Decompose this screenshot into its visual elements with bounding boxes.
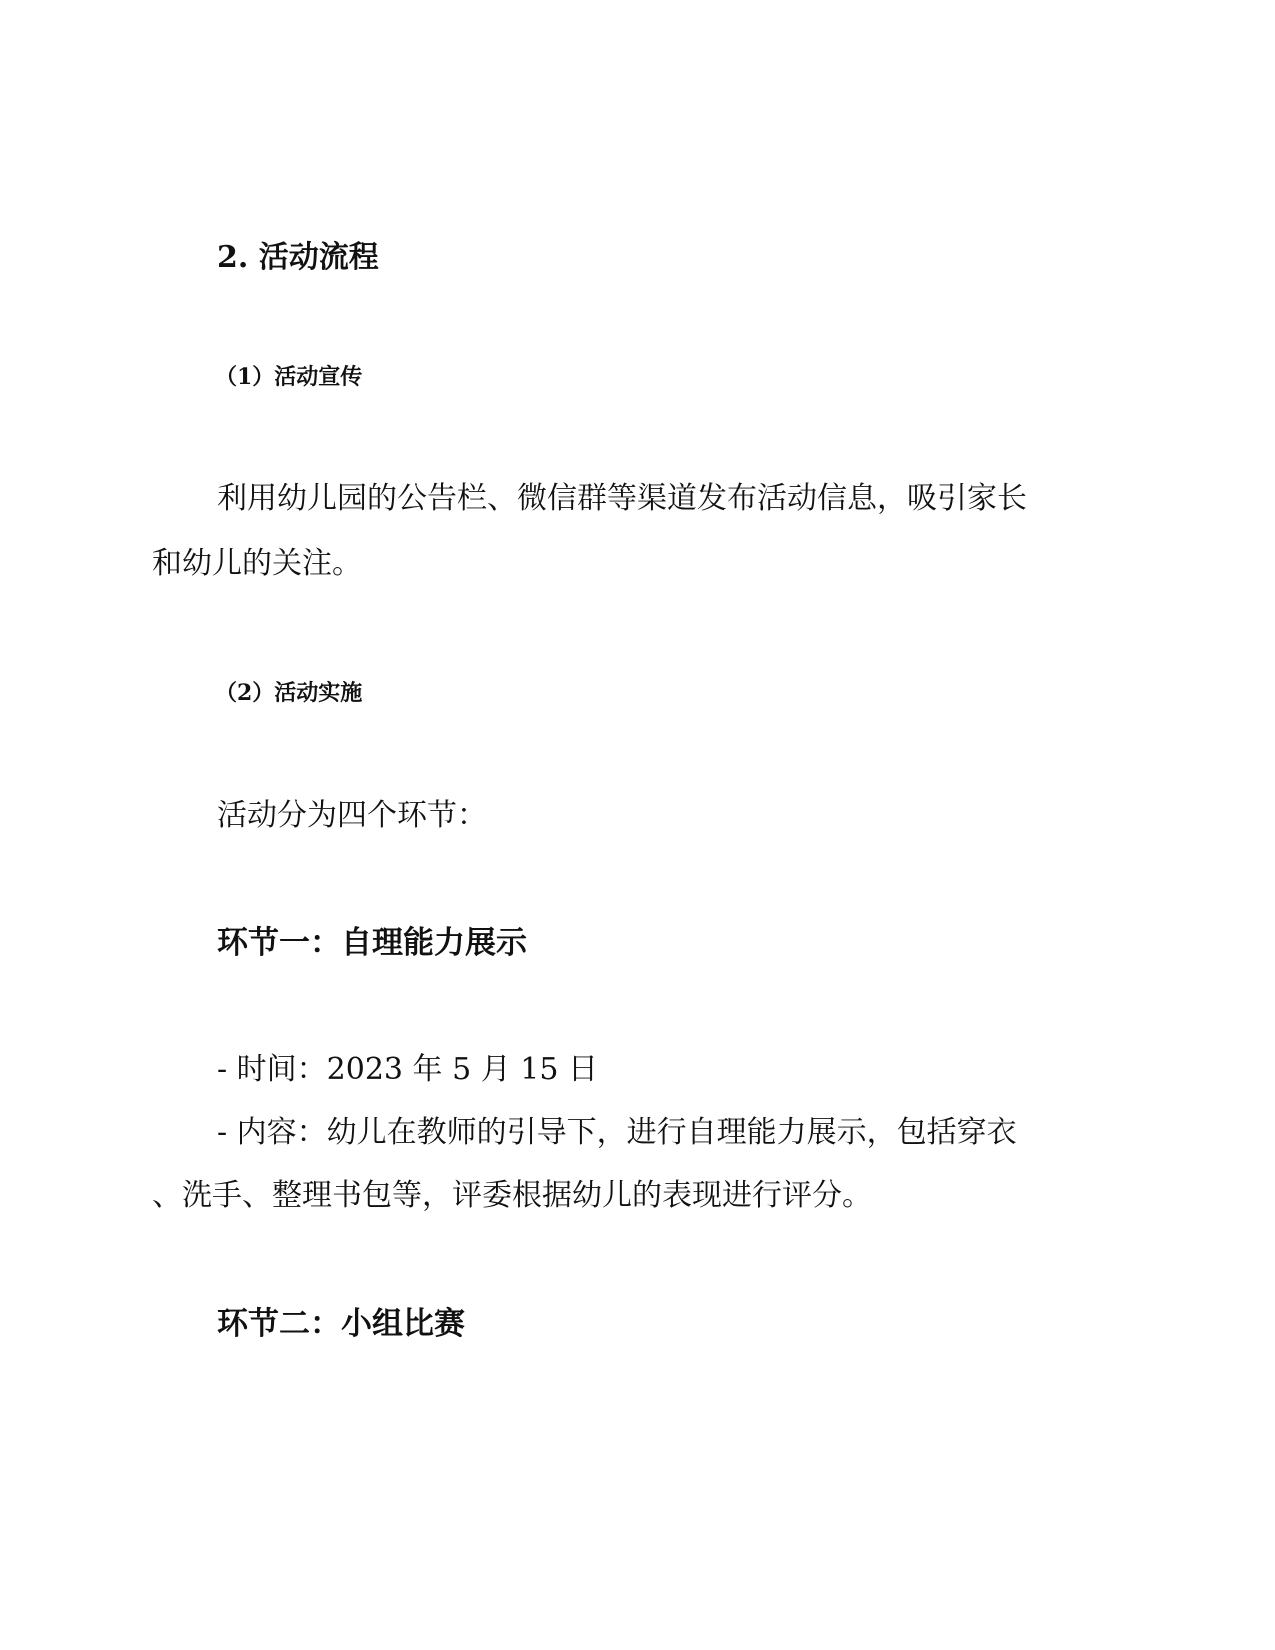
promotion-heading: （1）活动宣传 [215, 364, 363, 390]
stage2-heading: 环节二：小组比赛 [217, 1306, 465, 1342]
implementation-heading: （2）活动实施 [215, 680, 363, 706]
stage1-time: - 时间：2023 年 5 月 15 日 [217, 1052, 598, 1087]
stage1-content-line-1: - 内容：幼儿在教师的引导下，进行自理能力展示，包括穿衣 [217, 1115, 1017, 1150]
implementation-intro: 活动分为四个环节： [217, 798, 487, 833]
promotion-paragraph-line-1: 利用幼儿园的公告栏、微信群等渠道发布活动信息，吸引家长 [217, 481, 1027, 516]
section-title: 2. 活动流程 [217, 240, 379, 275]
stage1-heading: 环节一：自理能力展示 [217, 925, 527, 961]
stage1-content-line-2: 、洗手、整理书包等，评委根据幼儿的表现进行评分。 [152, 1178, 872, 1213]
promotion-paragraph-line-2: 和幼儿的关注。 [152, 546, 362, 581]
